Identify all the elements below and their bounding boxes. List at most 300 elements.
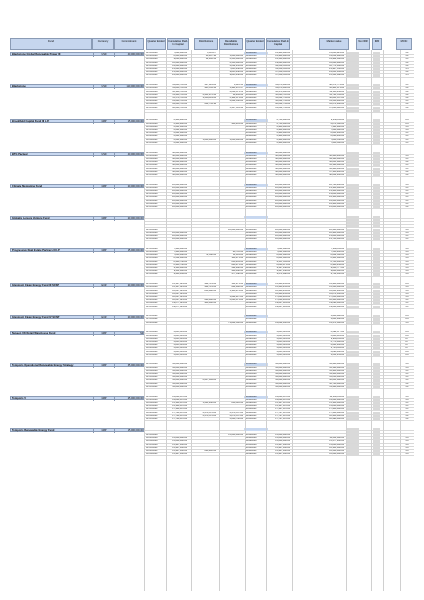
cell-quarter-ended-2: 30/06/2020 bbox=[245, 87, 257, 90]
cell-market-value: 61,338,900.00 bbox=[329, 100, 344, 103]
fund-name: Climate Mezzanine Fund bbox=[12, 184, 43, 188]
cell-quarter-ended: 30.09.2021 bbox=[146, 350, 158, 353]
shaded-cell bbox=[347, 142, 359, 145]
cell-paid-in-2: 20,000,000.00 bbox=[275, 228, 290, 231]
cell-quarter-ended-2: 31/03/2021 bbox=[245, 196, 257, 199]
cell-paid-in: 7,860,000.00 bbox=[173, 52, 187, 54]
cell-paid-in: 3,805,314.00 bbox=[173, 331, 187, 334]
cell-quarter-ended: 30.06.2021 bbox=[146, 263, 158, 266]
cell-recallable: 2,356,000.00 bbox=[229, 58, 243, 61]
fund-currency: USD bbox=[93, 53, 115, 57]
cell-quarter-ended-2: 31/03/2021 bbox=[245, 376, 257, 379]
cell-quarter-ended-2: 31/03/2020 bbox=[245, 183, 257, 186]
cell-quarter-ended-2: 31/03/2020 bbox=[245, 283, 257, 286]
cell-market-value: 8,001,400.00 bbox=[330, 132, 344, 135]
fund-header bbox=[10, 283, 144, 287]
cell-market-value: 18,466,000.00 bbox=[329, 299, 344, 302]
shaded-cell bbox=[373, 453, 380, 456]
cell-market-value: 67,866,018.00 bbox=[329, 106, 344, 109]
cell-paid-in: 17,760,678.00 bbox=[172, 414, 187, 417]
cell-quarter-ended: 31.03.2021 bbox=[146, 344, 158, 347]
shaded-cell bbox=[373, 322, 380, 325]
cell-quarter-ended-2: 31/12/2020 bbox=[245, 93, 257, 96]
cell-quarter-ended-2: 30/09/2020 bbox=[245, 234, 257, 237]
cell-market-value: 22,600,000.00 bbox=[329, 199, 344, 202]
cell-moic: 1.0 bbox=[405, 231, 409, 234]
cell-quarter-ended: 31.03.2020 bbox=[146, 228, 158, 231]
cell-paid-in-2: 20,000,000.00 bbox=[275, 196, 290, 199]
cell-moic: 1.0 bbox=[405, 295, 409, 298]
cell-quarter-ended: 31.03.2020 bbox=[146, 119, 158, 122]
cell-paid-in-2: 7,861,666.00 bbox=[276, 247, 290, 250]
table-row bbox=[144, 322, 414, 325]
cell-paid-in-2: 3,805,314.00 bbox=[276, 340, 290, 343]
cell-quarter-ended: 30.06.2021 bbox=[146, 379, 158, 382]
cell-quarter-ended-2: 31/03/2020 bbox=[245, 363, 257, 366]
cell-quarter-ended: 30.09.2021 bbox=[146, 138, 158, 141]
shaded-cell bbox=[347, 418, 359, 421]
cell-quarter-ended: 30.06.2022 bbox=[146, 321, 158, 324]
cell-paid-in-2: 50,066,712.00 bbox=[275, 93, 290, 96]
cell-moic: 1.1 bbox=[405, 369, 409, 372]
cell-moic: 1.1 bbox=[405, 373, 409, 375]
cell-quarter-ended: 30.06.2021 bbox=[146, 450, 158, 452]
cell-recallable: 858,316.00 bbox=[231, 401, 243, 404]
cell-market-value: 63,671,482.00 bbox=[329, 103, 344, 106]
cell-moic: 1.3 bbox=[405, 74, 409, 77]
cell-paid-in: 15,160,678.00 bbox=[172, 401, 187, 404]
cell-distributions: 220,418.00 bbox=[204, 450, 216, 452]
fund-commitment: 35,000,000.00 bbox=[127, 364, 143, 368]
cell-moic: 1.2 bbox=[405, 170, 409, 173]
cell-paid-in-2: 20,000,000.00 bbox=[275, 186, 290, 189]
cell-quarter-ended: 30.06.2021 bbox=[146, 167, 158, 170]
cell-quarter-ended-2: 30/09/2020 bbox=[245, 401, 257, 404]
cell-market-value: 20,466,000.00 bbox=[329, 228, 344, 231]
cell-moic: 1.0 bbox=[405, 228, 409, 231]
cell-moic: 1.1 bbox=[405, 132, 409, 135]
cell-moic: 1.2 bbox=[405, 55, 409, 58]
cell-paid-in: 3,805,314.00 bbox=[173, 350, 187, 353]
fund-currency: GBP bbox=[93, 120, 115, 124]
cell-moic: 1.0 bbox=[405, 257, 409, 260]
header-irr: IRR bbox=[372, 38, 382, 50]
fund-currency: GBP bbox=[93, 332, 115, 336]
cell-quarter-ended: 31.03.2020 bbox=[146, 84, 158, 87]
fund-name: Glenmont Clean Energy Fund IV SCSP bbox=[12, 316, 60, 320]
cell-quarter-ended-2: 31/12/2021 bbox=[245, 74, 257, 77]
cell-quarter-ended-2: 31/03/2020 bbox=[245, 434, 257, 436]
cell-quarter-ended: 31.12.2021 bbox=[146, 173, 158, 176]
cell-distributions: 10,967.18 bbox=[205, 55, 216, 58]
cell-paid-in: 14,666,000.00 bbox=[172, 64, 187, 67]
fund-header bbox=[10, 216, 144, 220]
cell-paid-in-2: 15,000,000.00 bbox=[275, 440, 290, 443]
cell-quarter-ended: 30.09.2021 bbox=[146, 170, 158, 173]
cell-quarter-ended-2: 30/06/2021 bbox=[245, 411, 257, 414]
table-row bbox=[144, 74, 414, 77]
cell-paid-in: 32,000,000.00 bbox=[172, 376, 187, 379]
cell-quarter-ended-2: 30/06/2021 bbox=[245, 379, 257, 382]
cell-quarter-ended: 30.06.2021 bbox=[146, 299, 158, 302]
cell-quarter-ended: 31.12.2020 bbox=[146, 238, 158, 241]
cell-moic: 1.2 bbox=[405, 385, 409, 388]
cell-paid-in-2: 40,000,000.00 bbox=[275, 151, 290, 154]
cell-market-value: 7,510,400.00 bbox=[330, 251, 344, 253]
cell-moic: 1.2 bbox=[405, 61, 409, 64]
cell-moic: 1.0 bbox=[405, 453, 409, 456]
cell-paid-in: 16,067,321.00 bbox=[172, 292, 187, 295]
cell-paid-in: 19,077,321.00 bbox=[172, 302, 187, 305]
cell-moic: 1.1 bbox=[405, 302, 409, 305]
cell-quarter-ended: 30.06.2020 bbox=[146, 87, 158, 90]
cell-paid-in-2: 40,000,000.00 bbox=[275, 164, 290, 167]
cell-quarter-ended: 31.03.2020 bbox=[146, 151, 158, 154]
cell-quarter-ended-2: 30/06/2021 bbox=[245, 347, 257, 350]
cell-quarter-ended-2: 30/09/2020 bbox=[245, 254, 257, 257]
cell-moic: 1.1 bbox=[405, 234, 409, 237]
cell-quarter-ended-2: 31/03/2021 bbox=[245, 96, 257, 99]
cell-quarter-ended: 30.09.2021 bbox=[146, 453, 158, 456]
cell-quarter-ended: 30.09.2020 bbox=[146, 289, 158, 292]
cell-quarter-ended: 30.09.2021 bbox=[146, 414, 158, 417]
cell-distributions: 1,000,000.00 bbox=[202, 138, 216, 141]
cell-paid-in-2: 8,467,011.00 bbox=[276, 260, 290, 263]
cell-quarter-ended-2: 31/12/2020 bbox=[245, 129, 257, 131]
cell-paid-in-2: 14,860,678.00 bbox=[275, 395, 290, 398]
cell-quarter-ended-2: 31/03/2021 bbox=[245, 132, 257, 135]
cell-market-value: 21,400,000.00 bbox=[329, 190, 344, 192]
cell-paid-in: 61,666,712.00 bbox=[172, 100, 187, 103]
fund-header bbox=[10, 428, 144, 432]
fund-commitment: 40,000,000.00 bbox=[127, 152, 143, 156]
shaded-cell bbox=[347, 273, 359, 276]
cell-market-value: 7,121,900.00 bbox=[330, 125, 344, 128]
header-recallable: Recallable Distributions bbox=[219, 38, 243, 50]
cell-market-value: 31,420,000.00 bbox=[329, 385, 344, 388]
cell-paid-in-2: 32,000,000.00 bbox=[275, 369, 290, 372]
fund-name: Temporis Operational Renewable Energy Strategy bbox=[12, 364, 74, 368]
cell-paid-in-2: 25,661,411.00 bbox=[275, 68, 290, 70]
cell-paid-in-2: 16,466,441.00 bbox=[275, 292, 290, 295]
cell-paid-in: 17,160,678.00 bbox=[172, 408, 187, 411]
cell-distributions: 72,562.00 bbox=[205, 254, 216, 257]
cell-quarter-ended-2: 30/09/2020 bbox=[245, 289, 257, 292]
cell-quarter-ended: 30.06.2021 bbox=[146, 135, 158, 138]
cell-market-value: 3,086,001.00 bbox=[330, 334, 344, 337]
fund-name: BTG Pactual bbox=[12, 152, 28, 156]
cell-paid-in-2: 32,000,000.00 bbox=[275, 366, 290, 369]
cell-recallable: 400,401.00 bbox=[231, 122, 243, 125]
cell-recallable: 19,264.04 bbox=[232, 93, 243, 96]
cell-quarter-ended: 31.12.2020 bbox=[146, 129, 158, 131]
cell-paid-in-2: 16,466,441.00 bbox=[275, 289, 290, 292]
cell-paid-in: 20,000,000.00 bbox=[172, 234, 187, 237]
cell-quarter-ended: 30.09.2020 bbox=[146, 369, 158, 372]
cell-market-value: 3,011,441.00 bbox=[330, 353, 344, 356]
cell-paid-in-2: 15,167,678.00 bbox=[275, 405, 290, 408]
fund-commitment: 15,000,000.00 bbox=[127, 248, 143, 252]
cell-quarter-ended-2: 30/06/2021 bbox=[245, 299, 257, 302]
cell-paid-in: 3,805,314.00 bbox=[173, 334, 187, 337]
cell-paid-in-2: 15,167,678.00 bbox=[275, 401, 290, 404]
cell-moic: 1.1 bbox=[405, 58, 409, 61]
column-divider bbox=[400, 50, 401, 591]
cell-moic: 1.2 bbox=[405, 96, 409, 99]
cell-quarter-ended: 31.12.2020 bbox=[146, 61, 158, 64]
cell-paid-in-2: 17,767,678.00 bbox=[275, 414, 290, 417]
cell-paid-in: 15,000,000.00 bbox=[172, 437, 187, 440]
cell-market-value: 1,600,800.00 bbox=[330, 315, 344, 318]
cell-paid-in: 32,000,000.00 bbox=[172, 373, 187, 375]
cell-paid-in-2: 19,087,001.00 bbox=[275, 305, 290, 308]
cell-quarter-ended: 31.03.2020 bbox=[146, 183, 158, 186]
cell-paid-in-2: 15,000,000.00 bbox=[275, 434, 290, 436]
cell-paid-in-2: 20,000,000.00 bbox=[275, 231, 290, 234]
table-row bbox=[144, 273, 414, 276]
cell-quarter-ended: 31.12.2021 bbox=[146, 353, 158, 356]
cell-quarter-ended: 30.06.2020 bbox=[146, 286, 158, 289]
cell-quarter-ended: 31.03.2021 bbox=[146, 96, 158, 99]
cell-paid-in-2: 40,000,000.00 bbox=[275, 170, 290, 173]
cell-recallable: 6,813.10 bbox=[234, 84, 243, 87]
cell-paid-in-2: 13,466,441.00 bbox=[275, 286, 290, 289]
header-net-irr: Net IRR bbox=[356, 38, 370, 50]
cell-quarter-ended-2: 30/09/2021 bbox=[245, 170, 257, 173]
cell-paid-in: 15,160,678.00 bbox=[172, 405, 187, 408]
cell-quarter-ended-2: 31/03/2021 bbox=[245, 446, 257, 449]
cell-moic: 1.0 bbox=[405, 292, 409, 295]
cell-recallable: 3,048,760.00 bbox=[229, 417, 243, 420]
cell-market-value: 23,200,000.00 bbox=[329, 206, 344, 208]
cell-market-value: 15,100,000.00 bbox=[329, 401, 344, 404]
shaded-cell bbox=[373, 418, 380, 421]
cell-quarter-ended: 31.03.2020 bbox=[146, 331, 158, 334]
cell-moic: 1.0 bbox=[405, 395, 409, 398]
column-divider bbox=[245, 50, 246, 591]
cell-market-value: 15,866,000.00 bbox=[329, 443, 344, 446]
cell-recallable: 2,020,071.00 bbox=[229, 299, 243, 302]
fund-header bbox=[10, 52, 144, 56]
cell-market-value: 15,211,600.00 bbox=[329, 437, 344, 440]
fund-name: Brookfield Capital Fund III L.P. bbox=[12, 120, 50, 124]
cell-paid-in-2: 17,840,961.00 bbox=[275, 299, 290, 302]
cell-paid-in: 40,000,000.00 bbox=[172, 161, 187, 164]
cell-distributions: 6,607,664.00 bbox=[202, 379, 216, 382]
cell-paid-in-2: 15,000,000.00 bbox=[275, 437, 290, 440]
cell-market-value: 35,010,000.00 bbox=[329, 376, 344, 379]
cell-paid-in-2: 13,466,441.00 bbox=[275, 283, 290, 286]
cell-quarter-ended: 31.03.2022 bbox=[146, 318, 158, 321]
cell-distributions: 2,431,476.18 bbox=[202, 93, 216, 96]
fund-name: Blackstone Global Renewable Power III bbox=[12, 53, 61, 56]
cell-paid-in-2: 3,805,314.00 bbox=[276, 337, 290, 340]
shaded-cell bbox=[347, 74, 359, 77]
cell-market-value: 17,910,000.00 bbox=[329, 411, 344, 414]
cell-moic: 1.2 bbox=[405, 382, 409, 385]
table-row bbox=[144, 354, 414, 357]
cell-moic: 1.1 bbox=[405, 199, 409, 202]
fund-commitment: Nil bbox=[140, 332, 143, 336]
cell-quarter-ended: 31.03.2021 bbox=[146, 408, 158, 411]
cell-paid-in-2: 6,900,000.00 bbox=[276, 132, 290, 135]
cell-paid-in-2: 19,666,000.00 bbox=[275, 61, 290, 64]
fund-header bbox=[10, 315, 144, 319]
cell-recallable: 9,805,440.00 bbox=[229, 71, 243, 74]
cell-quarter-ended-2: 30/06/2020 bbox=[245, 334, 257, 337]
cell-quarter-ended-2: 30/06/2020 bbox=[245, 55, 257, 58]
cell-paid-in: 24,666,000.00 bbox=[172, 74, 187, 77]
cell-recallable: 448,190.00 bbox=[231, 270, 243, 273]
cell-paid-in-2: 43,976,000.00 bbox=[275, 90, 290, 93]
table-row bbox=[144, 386, 414, 389]
cell-market-value: 17,650,000.00 bbox=[329, 295, 344, 298]
cell-market-value: 7,440,111.00 bbox=[330, 247, 344, 250]
spreadsheet bbox=[10, 38, 414, 591]
cell-paid-in-2: 14,864,100.00 bbox=[275, 321, 290, 324]
cell-paid-in: 15,000,000.00 bbox=[172, 440, 187, 443]
cell-recallable: 9,805,440.00 bbox=[229, 74, 243, 77]
fund-header bbox=[10, 248, 144, 252]
cell-market-value: 15,866,000.00 bbox=[329, 405, 344, 408]
cell-recallable: 15,000,000.00 bbox=[228, 434, 243, 436]
cell-market-value: 48,371,774.00 bbox=[329, 84, 344, 87]
cell-paid-in-2: 19,087,001.00 bbox=[275, 302, 290, 305]
fund-commitment: 40,000,000.00 bbox=[127, 53, 143, 56]
shaded-cell bbox=[373, 238, 380, 241]
cell-paid-in: 32,000,000.00 bbox=[172, 363, 187, 366]
cell-quarter-ended-2: 31/12/2020 bbox=[245, 373, 257, 375]
cell-quarter-ended-2: 31/12/2020 bbox=[245, 443, 257, 446]
cell-paid-in: 66,666,712.00 bbox=[172, 106, 187, 109]
cell-paid-in: 17,760,678.00 bbox=[172, 411, 187, 414]
fund-commitment: 20,000,000.00 bbox=[127, 284, 143, 288]
cell-paid-in: 16,067,321.00 bbox=[172, 289, 187, 292]
cell-quarter-ended-2: 31/03/2020 bbox=[245, 228, 257, 231]
shaded-cell bbox=[347, 386, 359, 389]
cell-quarter-ended-2: 31/12/2020 bbox=[245, 238, 257, 241]
cell-market-value: 2,896,100.00 bbox=[330, 350, 344, 353]
cell-paid-in: 7,466,000.00 bbox=[173, 251, 187, 253]
cell-quarter-ended-2: 31/03/2020 bbox=[245, 84, 257, 87]
cell-quarter-ended: 30.09.2021 bbox=[146, 267, 158, 269]
cell-moic: 1.0 bbox=[405, 154, 409, 157]
cell-quarter-ended-2: 30/06/2020 bbox=[245, 251, 257, 253]
cell-quarter-ended-2: 31/12/2021 bbox=[245, 353, 257, 356]
cell-paid-in: 40,000,000.00 bbox=[172, 170, 187, 173]
cell-paid-in: 6,661,000.00 bbox=[173, 141, 187, 144]
column-divider bbox=[346, 50, 347, 591]
cell-quarter-ended: 31.12.2021 bbox=[146, 106, 158, 109]
cell-quarter-ended-2: 30/09/2021 bbox=[245, 103, 257, 106]
shaded-cell bbox=[347, 206, 359, 209]
cell-quarter-ended-2: 30/06/2021 bbox=[245, 167, 257, 170]
cell-quarter-ended-2: 30/06/2021 bbox=[245, 135, 257, 138]
table-row bbox=[144, 306, 414, 309]
cell-moic: 1.1 bbox=[405, 186, 409, 189]
shaded-cell bbox=[347, 174, 359, 177]
fund-currency: GBP bbox=[93, 364, 115, 368]
column-divider bbox=[219, 50, 220, 591]
cell-quarter-ended-2: 31/12/2021 bbox=[245, 315, 257, 318]
fund-name: Globalis Leisure Venture Fund bbox=[12, 216, 50, 220]
cell-paid-in-2: 56,614,741.00 bbox=[275, 100, 290, 103]
cell-moic: 1.2 bbox=[405, 103, 409, 106]
fund-header bbox=[10, 331, 144, 335]
cell-quarter-ended: 31.03.2021 bbox=[146, 196, 158, 199]
cell-quarter-ended-2: 30/06/2020 bbox=[245, 154, 257, 157]
header-market-value: Market value bbox=[319, 38, 349, 50]
cell-market-value: 21,987,356.00 bbox=[329, 68, 344, 70]
cell-market-value: 8,960,444.00 bbox=[330, 263, 344, 266]
cell-quarter-ended: 30.06.2020 bbox=[146, 186, 158, 189]
cell-moic: 1.0 bbox=[405, 260, 409, 263]
cell-quarter-ended: 30.09.2020 bbox=[146, 254, 158, 257]
table-row bbox=[144, 206, 414, 209]
cell-quarter-ended: 30.09.2020 bbox=[146, 90, 158, 93]
cell-paid-in: 21,666,000.00 bbox=[172, 68, 187, 70]
shaded-cell bbox=[347, 354, 359, 357]
cell-paid-in-2: 14,900,000.00 bbox=[275, 55, 290, 58]
cell-paid-in-2: 27,661,411.00 bbox=[275, 71, 290, 74]
cell-recallable: 2,876,557.00 bbox=[229, 414, 243, 417]
cell-market-value: 2,744,811.00 bbox=[330, 347, 344, 350]
cell-recallable: 266,471.00 bbox=[231, 263, 243, 266]
cell-moic: 1.0 bbox=[405, 443, 409, 446]
cell-paid-in-2: 20,000,000.00 bbox=[275, 193, 290, 196]
cell-recallable: 2,476,557.00 bbox=[229, 411, 243, 414]
cell-moic: 1.1 bbox=[405, 202, 409, 205]
cell-distributions: 464,721.00 bbox=[204, 283, 216, 286]
cell-paid-in-2: 9,427,146.00 bbox=[276, 270, 290, 273]
cell-paid-in-2: 32,000,000.00 bbox=[275, 363, 290, 366]
cell-moic: 1.1 bbox=[405, 405, 409, 408]
cell-quarter-ended-2: 30/09/2020 bbox=[245, 440, 257, 443]
shaded-cell bbox=[347, 110, 359, 113]
cell-quarter-ended: 31.03.2021 bbox=[146, 295, 158, 298]
cell-moic: 1.2 bbox=[405, 414, 409, 417]
cell-paid-in: 6,661,000.00 bbox=[173, 135, 187, 138]
cell-quarter-ended-2: 30/09/2020 bbox=[245, 157, 257, 160]
cell-recallable: 3,184,671.00 bbox=[229, 96, 243, 99]
cell-moic: 1.1 bbox=[405, 164, 409, 167]
cell-paid-in: 32,000,000.00 bbox=[172, 385, 187, 388]
cell-quarter-ended: 30.06.2021 bbox=[146, 347, 158, 350]
cell-paid-in: 32,000,000.00 bbox=[172, 369, 187, 372]
cell-paid-in: 21,666,000.00 bbox=[172, 71, 187, 74]
cell-quarter-ended-2: 30/06/2021 bbox=[245, 68, 257, 70]
cell-paid-in: 13,167,321.00 bbox=[172, 283, 187, 286]
cell-paid-in-2: 20,661,411.00 bbox=[275, 64, 290, 67]
cell-market-value: 8,700,100.00 bbox=[330, 260, 344, 263]
cell-market-value: 14,982,660.00 bbox=[329, 58, 344, 61]
cell-market-value: 20,900,000.00 bbox=[329, 231, 344, 234]
cell-distributions: 587,814.80 bbox=[204, 84, 216, 87]
cell-market-value: 48,002,400.00 bbox=[329, 173, 344, 176]
cell-moic: 1.0 bbox=[405, 247, 409, 250]
cell-quarter-ended: 31.12.2021 bbox=[146, 206, 158, 208]
cell-paid-in: 6,661,000.00 bbox=[173, 132, 187, 135]
cell-moic: 1.0 bbox=[405, 254, 409, 257]
cell-moic: 1.1 bbox=[405, 193, 409, 196]
cell-paid-in: 3,805,314.00 bbox=[173, 340, 187, 343]
column-divider bbox=[371, 50, 372, 591]
cell-market-value: 16,001,400.00 bbox=[329, 289, 344, 292]
cell-paid-in: 6,661,000.00 bbox=[173, 129, 187, 131]
cell-distributions: 634,741.18 bbox=[204, 103, 216, 106]
cell-paid-in-2: 17,767,678.00 bbox=[275, 411, 290, 414]
cell-quarter-ended-2: 31/03/2021 bbox=[245, 164, 257, 167]
